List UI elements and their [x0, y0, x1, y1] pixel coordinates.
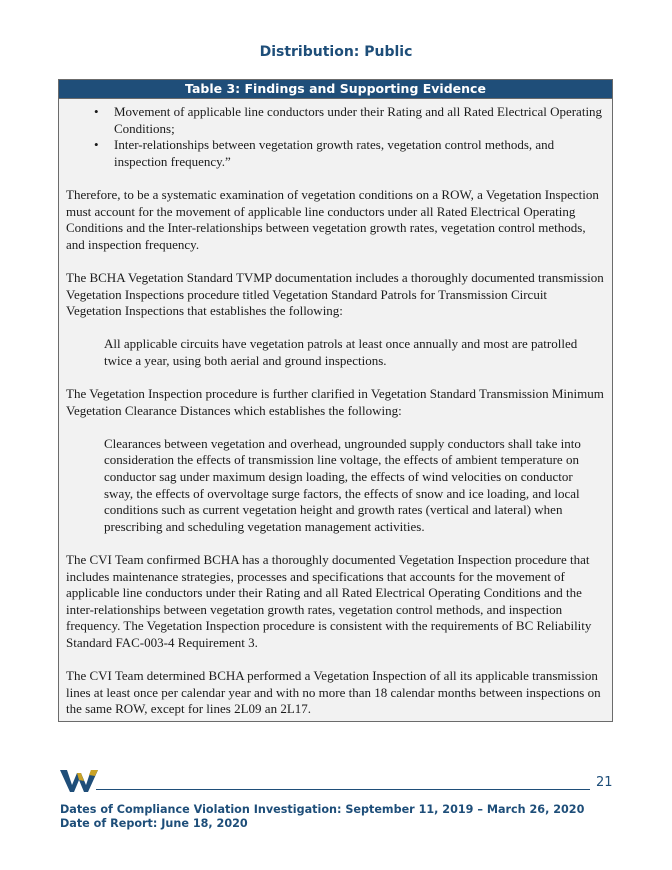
bullet-list: [66, 104, 604, 170]
findings-table: [58, 79, 613, 722]
paragraph: The Vegetation Inspection procedure is further clarified in Vegetation Standard Transmission Minimum Vegetation Clearance Distances which establishes the following:: [66, 386, 604, 418]
paragraph: The CVI Team determined BCHA performed a Vegetation Inspection of all its applicable transmission lines at least once per calendar year and with no more than 18 calendar months between inspections on the same ROW, except for lines 2L09 an 2L17.: [66, 668, 601, 717]
distribution-label: Distribution: Public: [259, 44, 413, 60]
block-quote: All applicable circuits have vegetation patrols at least once annually and most are patrolled twice a year, using both aerial and ground inspections.: [104, 336, 578, 368]
wecc-logo-icon: [60, 767, 100, 793]
report-date: Date of Report: June 18, 2020: [60, 817, 248, 830]
bullet-item: • Inter-relationships between vegetation growth rates, vegetation control methods, and inspection frequency.”: [114, 137, 604, 170]
paragraph: The BCHA Vegetation Standard TVMP documentation includes a thoroughly documented transmission Vegetation Inspections procedure titled Vegetation Standard Patrols for Transmission Circuit Vegetation Inspections that establishes the following:: [66, 269, 604, 319]
footer-dates: [60, 803, 584, 831]
investigation-dates: Dates of Compliance Violation Investigation: September 11, 2019 – March 26, 2020: [60, 803, 585, 816]
block-quote: Clearances between vegetation and overhead, ungrounded supply conductors shall take into consideration the effects of transmission line voltage, the effects of ambient temperature on conductor sag under maximum design loading, the effects of wind velocities on conductor sway, the effects of overvoltage surge factors, the effects of snow and ice loading, and local conditions such as current vegetation height and growth rates (vertical and lateral) when prescribing and scheduling vegetation management activities.: [104, 435, 581, 534]
bullet-item: • Movement of applicable line conductors under their Rating and all Rated Electrical Operating Conditions;: [114, 104, 604, 137]
footer-divider: [96, 789, 590, 790]
paragraph: The CVI Team confirmed BCHA has a thoroughly documented Vegetation Inspection procedure that includes maintenance strategies, processes and specifications that accounts for the movement of applicable line conductors under their Rating and all Rated Electrical Operating Conditions and the inter-relationships between vegetation growth rates, vegetation control methods, and inspection frequency. The Vegetation Inspection procedure is consistent with the requirements of BC Reliability Standard FAC-003-4 Requirement 3.: [66, 552, 592, 650]
table-body: [59, 99, 612, 718]
table-title: Table 3: Findings and Supporting Evidence: [59, 80, 612, 99]
page-number: 21: [596, 775, 613, 790]
paragraph: Therefore, to be a systematic examination of vegetation conditions on a ROW, a Vegetation Inspection must account for the movement of applicable line conductors under all Rated Electrical Operating Conditions and the Inter-relationships between vegetation growth rates, vegetation control methods, and inspection frequency.: [66, 186, 599, 252]
